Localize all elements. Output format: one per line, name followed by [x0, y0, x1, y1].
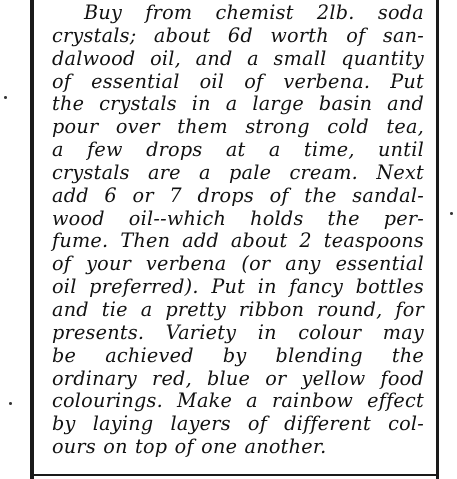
- article-line: a few drops at a time, until: [52, 138, 424, 162]
- article-line: ordinary red, blue or yellow food: [52, 366, 424, 390]
- article-line: by laying layers of different col-: [52, 412, 424, 436]
- print-speck: [9, 402, 12, 405]
- article-body: [52, 2, 424, 459]
- article-line: dalwood oil, and a small quantity: [52, 46, 424, 70]
- article-line: of your verbena (or any essential: [52, 252, 424, 276]
- article-line: colourings. Make a rainbow effect: [52, 389, 424, 413]
- article-line: add 6 or 7 drops of the sandal-: [52, 183, 424, 207]
- bottom-rule: [30, 474, 439, 476]
- article-line: wood oil--which holds the per-: [52, 206, 424, 230]
- print-speck: [4, 96, 7, 99]
- article-line: pour over them strong cold tea,: [52, 115, 424, 139]
- article-line: and tie a pretty ribbon round, for: [52, 297, 424, 321]
- article-line: be achieved by blending the: [52, 343, 424, 367]
- article-line: Buy from chemist 2lb. soda: [84, 1, 424, 24]
- left-column-rule: [30, 0, 34, 479]
- right-column-rule: [436, 0, 439, 479]
- article-line: the crystals in a large basin and: [52, 92, 424, 116]
- article-line: crystals; about 6d worth of san-: [52, 23, 424, 47]
- article-line: ours on top of one another.: [52, 435, 327, 459]
- article-line: fume. Then add about 2 teaspoons: [52, 229, 424, 253]
- article-line: oil preferred). Put in fancy bottles: [52, 275, 424, 299]
- article-line: presents. Variety in colour may: [52, 320, 424, 344]
- article-line: crystals are a pale cream. Next: [52, 160, 424, 184]
- print-speck: [450, 212, 453, 215]
- article-line: of essential oil of verbena. Put: [52, 69, 424, 93]
